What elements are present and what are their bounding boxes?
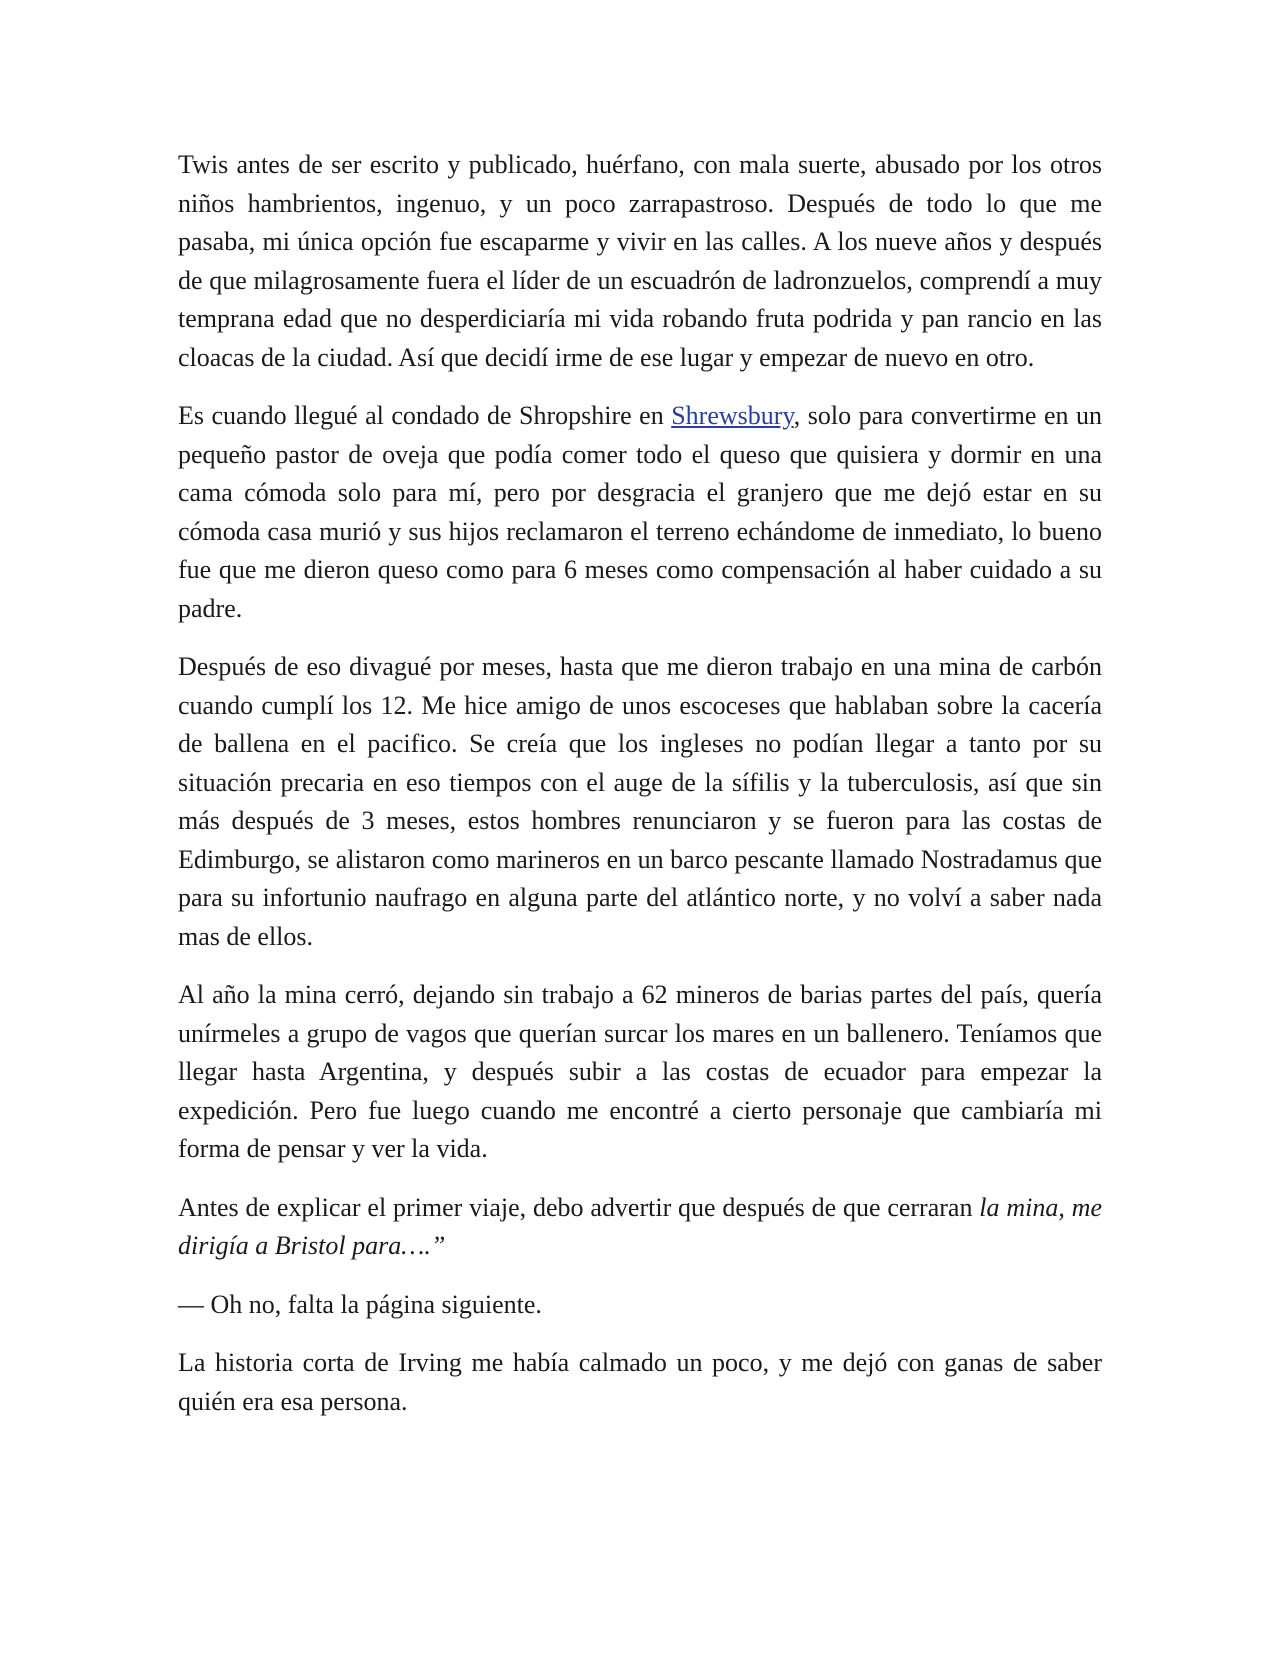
paragraph-4: Al año la mina cerró, dejando sin trabajo a 62 mineros de barias partes del país, quería unírmeles a grupo de vagos que querían surcar los mares en un ballenero. Teníamos que llegar hasta Argentina, y después subir a las costas de ecuador para empezar la expedición. Pero fue luego cuando me encontré a cierto personaje que cambiaría mi forma de pensar y ver la vida.: [178, 980, 1102, 1163]
paragraph-1: Twis antes de ser escrito y publicado, huérfano, con mala suerte, abusado por los otros niños hambrientos, ingenuo, y un poco zarrapastroso. Después de todo lo que me pasaba, mi única opción fue escaparme y vivir en las calles. A los nueve años y después de que milagrosamente fuera el líder de un escuadrón de ladronzuelos, comprendí a muy temprana edad que no desperdiciaría mi vida robando fruta podrida y pan rancio en las cloacas de la ciudad. Así que decidí irme de ese lugar y empezar de nuevo en otro.: [178, 150, 1102, 372]
shrewsbury-link[interactable]: Shrewsbury: [671, 401, 794, 430]
paragraph-2: [178, 397, 1102, 628]
dialogue-line: — Oh no, falta la página siguiente.: [178, 1289, 542, 1319]
paragraph-5: [178, 1189, 1102, 1266]
paragraph-3: Después de eso divagué por meses, hasta que me dieron trabajo en una mina de carbón cuando cumplí los 12. Me hice amigo de unos escoceses que hablaban sobre la cacería de ballena en el pacifico. Se creía que los ingleses no podían llegar a tanto por su situación precaria en eso tiempos con el auge de la sífilis y la tuberculosis, así que sin más después de 3 meses, estos hombres renunciaron y se fueron para las costas de Edimburgo, se alistaron como marineros en un barco pescante llamado Nostradamus que para su infortunio naufrago en alguna parte del atlántico norte, y no volví a saber nada mas de ellos.: [178, 652, 1102, 951]
document-page: [178, 146, 1102, 1441]
paragraph-2-text-end: , solo para convertirme en un pequeño pastor de oveja que podía comer todo el queso que quisiera y dormir en una cama cómoda solo para mí, pero por desgracia el granjero que me dejó estar en su cómoda casa murió y sus hijos reclamaron el terreno echándome de inmediato, lo bueno fue que me dieron queso como para 6 meses como compensación al haber cuidado a su padre.: [178, 401, 1102, 623]
paragraph-5-text: Antes de explicar el primer viaje, debo advertir que después de que cerraran: [178, 1192, 980, 1222]
paragraph-2-text-start: Es cuando llegué al condado de Shropshire en: [178, 401, 672, 430]
paragraph-5-italic-text: la mina, me dirigía a Bristol para….”: [178, 1192, 1102, 1260]
paragraph-7: La historia corta de Irving me había calmado un poco, y me dejó con ganas de saber quién era esa persona.: [178, 1348, 1102, 1416]
